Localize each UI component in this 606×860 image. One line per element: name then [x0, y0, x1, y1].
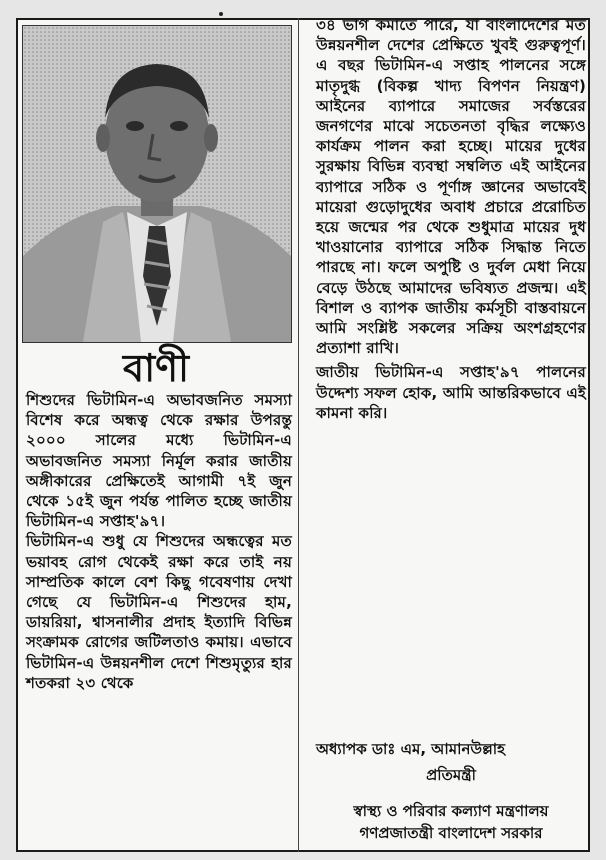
message-heading: বাণী: [122, 345, 190, 390]
signatory-name: অধ্যাপক ডাঃ এম, আমানউল্লাহ: [316, 740, 505, 758]
column-divider: [298, 18, 299, 852]
paragraph: ভিটামিন-এ শুধু যে শিশুদের অন্ধত্বের মত ভয়াবহ রোগ থেকেই রক্ষা করে তাই নয় সাম্প্রতিক কালে বেশ কিছু গবেষণায় দেখা গেছে যে ভিটামিন-এ শিশুদের হাম, ডায়রিয়া, শ্বাসনালীর প্রদাহ ইত্যাদি বিভিন্ন সংক্রামক রোগের জটিলতাও কমায়। এভাবে ভিটামিন-এ উন্নয়নশীল দেশে শিশুমৃত্যুর হার শতকরা ২৩ থেকে: [26, 532, 292, 692]
signatory-title: প্রতিমন্ত্রী: [426, 766, 476, 784]
paragraph: জাতীয় ভিটামিন-এ সপ্তাহ'৯৭ পালনের উদ্দেশ্য সফল হোক, আমি আন্তরিকভাবে এই কামনা করি।: [316, 363, 586, 422]
portrait-illustration: [23, 26, 291, 342]
government-name: গণপ্রজাতন্ত্রী বাংলাদেশ সরকার: [359, 824, 543, 842]
ministry-name: স্বাস্থ্য ও পরিবার কল্যাণ মন্ত্রণালয়: [353, 802, 549, 820]
portrait-photo: [22, 25, 292, 343]
left-column: [26, 390, 292, 693]
paragraph: ৩৪ ভাগ কমাতে পারে, যা বাংলাদেশের মত উন্নয়নশীল দেশের প্রেক্ষিতে খুবই গুরুত্বপূর্ণ। এ বছর ভিটামিন-এ সপ্তাহ পালনের সঙ্গে মাতৃদুগ্ধ (বিকল্প খাদ্য বিপণন নিয়ন্ত্রণ) আইনের ব্যাপারে সমাজের সর্বস্তরের জনগণের মাঝে সচেতনতা বৃদ্ধির লক্ষ্যেও কার্যক্রম পালন করা হচ্ছে। মায়ের দুধের সুরক্ষায় বিভিন্ন ব্যবস্থা সম্বলিত এই আইনের ব্যাপারে সঠিক ও পূর্ণাঙ্গ জ্ঞানের অভাবেই মায়েরা গুড়োদুধের অবাধ প্রচারে প্ররোচিত হয়ে জন্মের পর থেকে শুধুমাত্র মায়ের দুধ খাওয়ানোর ব্যাপারে সঠিক সিদ্ধান্ত নিতে পারছে না। ফলে অপুষ্টি ও দুর্বল মেধা নিয়ে বেড়ে উঠছে আমাদের ভবিষ্যত প্রজন্ম। এই বিশাল ও ব্যাপক জাতীয় কর্মসূচী বাস্তবায়নে আমি সংশ্লিষ্ট সকলের সক্রিয় অংশগ্রহণের প্রত্যাশা রাখি।: [316, 16, 586, 358]
print-dot: [219, 12, 223, 16]
paragraph: শিশুদের ভিটামিন-এ অভাবজনিত সমস্যা বিশেষ করে অন্ধত্ব থেকে রক্ষার উপরন্তু ২০০০ সালের মধ্যে ভিটামিন-এ অভাবজনিত সমস্যা নির্মূল করার জাতীয় অঙ্গীকারের প্রেক্ষিতেই আগামী ৭ই জুন থেকে ১৫ই জুন পর্যন্ত পালিত হচ্ছে জাতীয় ভিটামিন-এ সপ্তাহ'৯৭।: [26, 391, 292, 531]
right-column: [316, 15, 586, 423]
